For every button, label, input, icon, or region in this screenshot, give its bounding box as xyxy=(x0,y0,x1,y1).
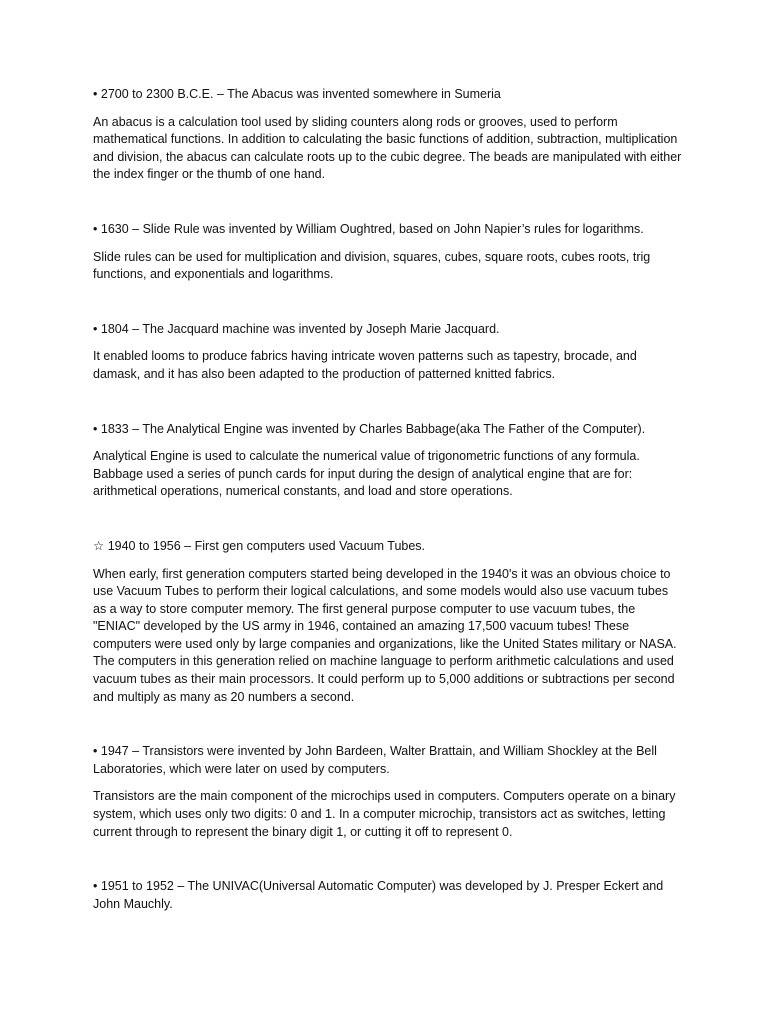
entry-heading-text: 1940 to 1956 – First gen computers used Vacuum Tubes. xyxy=(107,538,426,553)
entry-slide-rule xyxy=(93,221,683,284)
bullet-marker: • xyxy=(93,879,98,894)
entry-heading-text: 1630 – Slide Rule was invented by William Oughtred, based on John Napier’s rules for logarithms. xyxy=(100,221,644,236)
entry-heading xyxy=(93,86,683,104)
entry-heading-text: 1804 – The Jacquard machine was invented by Joseph Marie Jacquard. xyxy=(100,321,500,336)
entry-heading xyxy=(93,421,683,439)
entry-vacuum-tubes xyxy=(93,538,683,706)
bullet-marker: • xyxy=(93,321,98,336)
entry-heading xyxy=(93,743,683,778)
entry-abacus xyxy=(93,86,683,184)
entry-body: It enabled looms to produce fabrics having intricate woven patterns such as tapestry, brocade, and damask, and it has also been adapted to the production of patterned knitted fabrics. xyxy=(93,349,637,381)
entry-heading xyxy=(93,221,683,239)
entry-analytical-engine xyxy=(93,421,683,501)
entry-transistors xyxy=(93,743,683,841)
entry-heading-text: 1833 – The Analytical Engine was invented by Charles Babbage(aka The Father of the Computer). xyxy=(100,421,646,436)
entry-heading-text: 2700 to 2300 B.C.E. – The Abacus was invented somewhere in Sumeria xyxy=(100,87,501,101)
bullet-marker: • xyxy=(93,744,98,759)
entry-body: Analytical Engine is used to calculate the numerical value of trigonometric functions of any formula. Babbage used a series of punch cards for input during the design of analytical engine that are for: arithmetical operations, numerical constants, and load and store operations. xyxy=(93,449,640,499)
document-page xyxy=(93,86,683,913)
entry-body: An abacus is a calculation tool used by sliding counters along rods or grooves, used to perform mathematical functions. In addition to calculating the basic functions of addition, subtraction, multiplication and division, the abacus can calculate roots up to the cubic degree. The beads are manipulated with either the index finger or the thumb of one hand. xyxy=(93,114,682,182)
entry-heading xyxy=(93,321,683,339)
entry-body: Transistors are the main component of the microchips used in computers. Computers operate on a binary system, which uses only two digits: 0 and 1. In a computer microchip, transistors act as switches, letting current through to represent the binary digit 1, or cutting it off to represent 0. xyxy=(93,789,676,839)
entry-heading xyxy=(93,878,683,913)
entry-heading xyxy=(93,538,683,556)
entry-body: When early, first generation computers started being developed in the 1940's it was an obvious choice to use Vacuum Tubes to perform their logical calculations, and some models would also use vacuum tubes as a way to store computer memory. The first general purpose computer to use vacuum tubes, the "ENIAC" developed by the US army in 1946, contained an amazing 17,500 vacuum tubes! These computers were used only by large companies and organizations, like the United States military or NASA. The computers in this generation relied on machine language to perform arithmetic calculations and used vacuum tubes as their main processors. It could perform up to 5,000 additions or subtractions per second and multiply as many as 20 numbers a second. xyxy=(93,566,677,704)
bullet-marker: • xyxy=(93,421,98,436)
entry-jacquard xyxy=(93,321,683,384)
entry-heading-text: 1947 – Transistors were invented by John Bardeen, Walter Brattain, and William Shockley at the Bell Laboratories, which were later on used by computers. xyxy=(93,744,657,776)
star-marker: ☆ xyxy=(93,538,105,553)
entry-body: Slide rules can be used for multiplication and division, squares, cubes, square roots, cubes roots, trig functions, and exponentials and logarithms. xyxy=(93,249,651,282)
bullet-marker: • xyxy=(93,221,98,236)
entry-heading-text: 1951 to 1952 – The UNIVAC(Universal Automatic Computer) was developed by J. Presper Eckert and John Mauchly. xyxy=(93,879,664,911)
bullet-marker: • xyxy=(93,87,98,101)
entry-univac xyxy=(93,878,683,913)
